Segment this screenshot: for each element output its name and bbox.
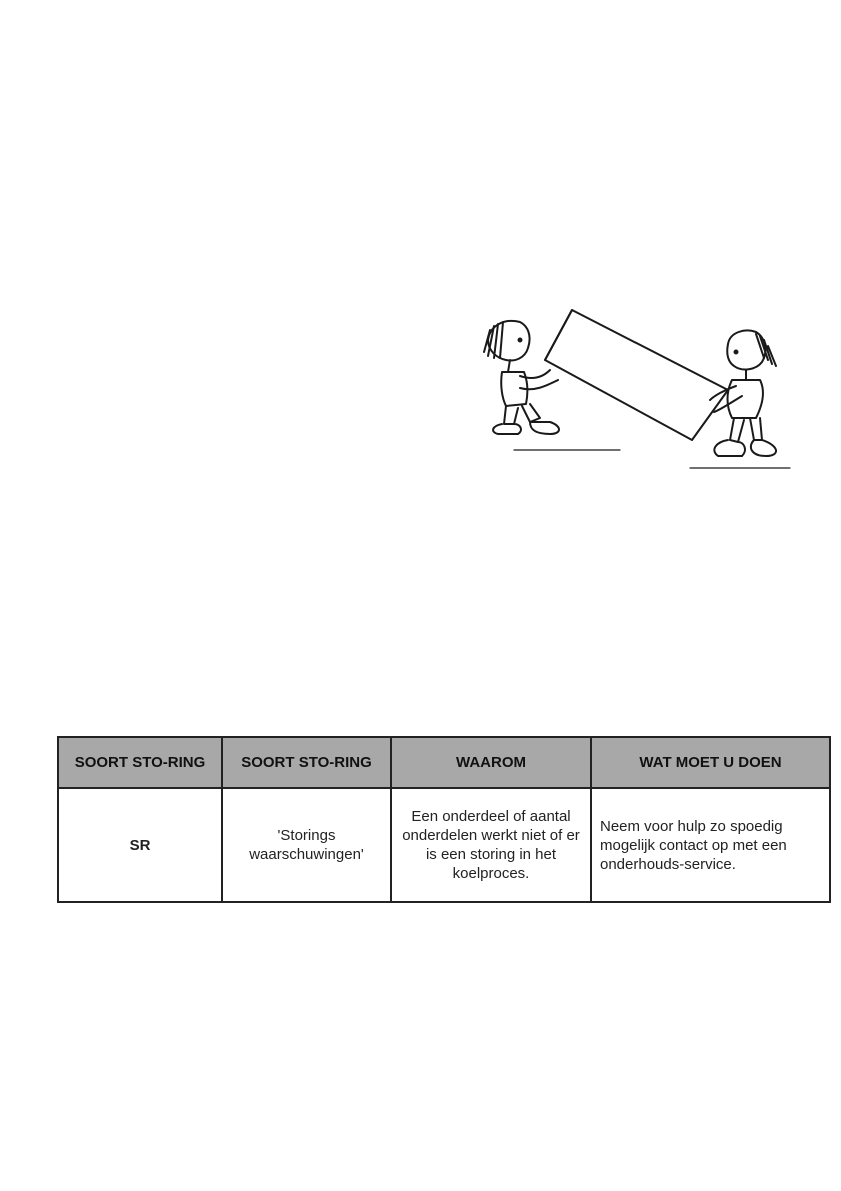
cell-reason: Een onderdeel of aantal onderdelen werkt niet of er is een storing in het koelproces. [391,788,591,902]
left-child-figure [484,321,559,434]
cell-action: Neem voor hulp zo spoedig mogelijk contact op met een onderhouds-service. [591,788,830,902]
column-header-action: WAT MOET U DOEN [591,737,830,788]
fault-table [57,736,831,903]
table-header-row [58,737,830,788]
cell-fault-type: 'Storings waarschuwingen' [222,788,391,902]
column-header-fault-type: SOORT STO-RING [222,737,391,788]
column-header-fault-code: SOORT STO-RING [58,737,222,788]
cell-fault-code: SR [58,788,222,902]
table-row [58,788,830,902]
children-carrying-box-illustration [470,300,805,475]
right-child-figure [710,331,776,457]
column-header-reason: WAAROM [391,737,591,788]
